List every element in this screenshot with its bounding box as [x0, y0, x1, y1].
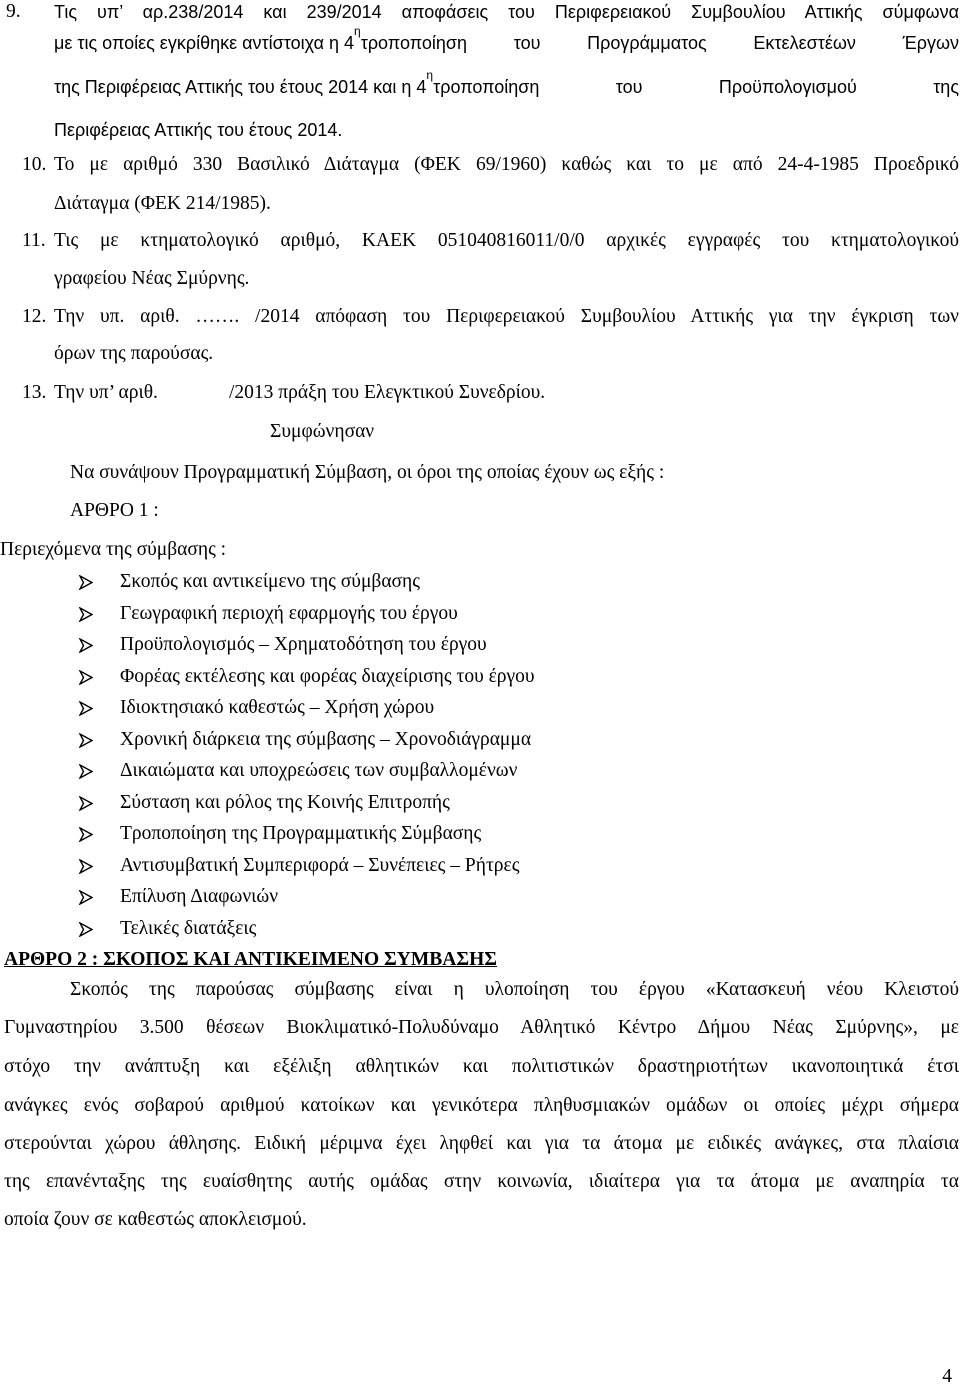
arrow-bullet-icon: [79, 796, 93, 811]
item-text-line: /2013 πράξη του Ελεγκτικού Συνεδρίου.: [229, 382, 546, 403]
arrow-bullet-icon: [79, 670, 93, 685]
contents-title: Περιεχόμενα της σύμβασης :: [0, 539, 227, 560]
arrow-bullet-icon: [79, 890, 93, 905]
arrow-bullet-icon: [79, 733, 93, 748]
item-text-line: [54, 24, 959, 55]
item-text-line: Τις με κτηματολογικό αριθμό, ΚΑΕΚ 051040816011/0/0 αρχικές εγγραφές του κτηματολογικού: [54, 230, 959, 251]
article-2-line: οποία ζουν σε καθεστώς αποκλεισμού.: [4, 1209, 307, 1230]
item-text-line: Τις υπ’ αρ.238/2014 και 239/2014 αποφάσεις του Περιφερειακού Συμβουλίου Αττικής σύμφωνα: [54, 2, 959, 22]
arrow-bullet-icon: [79, 764, 93, 779]
article-2-line: ανάγκες ενός σοβαρού αριθμού κατοίκων και γενικότερα πληθυσμιακών ομάδων οι οποίες μέχρι σήμερα: [4, 1095, 959, 1116]
item-text-segment: της Περιφέρειας Αττικής του έτους 2014 και η 4: [54, 77, 427, 97]
arrow-bullet-icon: [79, 607, 93, 622]
page-number: 4: [942, 1366, 952, 1387]
agreed-heading: Συμφώνησαν: [270, 421, 375, 442]
article-2-line: Σκοπός της παρούσας σύμβασης είναι η υλοποίηση του έργου «Κατασκευή νέου Κλειστού: [70, 979, 959, 1000]
item-text-line: όρων της παρούσας.: [54, 343, 214, 364]
contents-item: Τελικές διατάξεις: [120, 918, 257, 939]
contents-item: Γεωγραφική περιοχή εφαρμογής του έργου: [120, 603, 458, 624]
contents-item: Φορέας εκτέλεσης και φορέας διαχείρισης του έργου: [120, 666, 535, 687]
contents-item: Σύσταση και ρόλος της Κοινής Επιτροπής: [120, 792, 450, 813]
item-text-line: Την υπ’ αριθ.: [54, 382, 158, 403]
item-text-line: [54, 68, 959, 99]
item-number: 9.: [6, 1, 21, 22]
item-text-line: γραφείου Νέας Σμύρνης.: [54, 268, 250, 289]
article-1-heading: ΑΡΘΡΟ 1 :: [70, 500, 159, 521]
contents-item: Σκοπός και αντικείμενο της σύμβασης: [120, 571, 420, 592]
arrow-bullet-icon: [79, 701, 93, 716]
contents-item: Προϋπολογισμός – Χρηματοδότηση του έργου: [120, 634, 487, 655]
contents-item: Χρονική διάρκεια της σύμβασης – Χρονοδιάγραμμα: [120, 729, 532, 750]
arrow-bullet-icon: [79, 859, 93, 874]
item-number: 11.: [22, 230, 46, 251]
arrow-bullet-icon: [79, 922, 93, 937]
item-text-line: Διάταγμα (ΦΕΚ 214/1985).: [54, 193, 271, 214]
arrow-bullet-icon: [79, 575, 93, 590]
superscript-eta: η: [354, 24, 361, 38]
article-2-line: στόχο την ανάπτυξη και εξέλιξη αθλητικών και πολιτιστικών δραστηριοτήτων ικανοποιητικά έτσι: [4, 1056, 959, 1077]
item-text-line: Την υπ. αριθ. ……. /2014 απόφαση του Περιφερειακού Συμβουλίου Αττικής για την έγκριση των: [54, 306, 959, 327]
article-2-line: στερούνται χώρου άθλησης. Ειδική μέριμνα έχει ληφθεί και για τα άτομα με ειδικές ανάγκες, στα πλαίσια: [4, 1133, 959, 1154]
item-text-line: Το με αριθμό 330 Βασιλικό Διάταγμα (ΦΕΚ 69/1960) καθώς και το με από 24-4-1985 Προεδρικό: [54, 154, 959, 175]
article-2-line: της επανένταξης της ευαίσθητης αυτής ομάδας στην κοινωνία, ιδιαίτερα για τα άτομα με αναπηρία τα: [4, 1171, 959, 1192]
item-text-line: Περιφέρειας Αττικής του έτους 2014.: [54, 120, 343, 140]
superscript-eta: η: [426, 68, 434, 82]
contents-item: Αντισυμβατική Συμπεριφορά – Συνέπειες – Ρήτρες: [120, 855, 520, 876]
item-text-segment: με τις οποίες εγκρίθηκε αντίστοιχα η 4: [54, 33, 355, 53]
article-2-line: Γυμναστηρίου 3.500 θέσεων Βιοκλιματικό-Πολυδύναμο Αθλητικό Κέντρο Δήμου Νέας Σμύρνης», με: [4, 1017, 959, 1038]
contents-item: Τροποποίηση της Προγραμματικής Σύμβασης: [120, 823, 482, 844]
item-text-segment: τροποποίηση του Προγράμματος Εκτελεστέων Έργων: [360, 33, 959, 53]
article-2-heading: ΑΡΘΡΟ 2 : ΣΚΟΠΟΣ ΚΑΙ ΑΝΤΙΚΕΙΜΕΝΟ ΣΥΜΒΑΣΗΣ: [4, 949, 498, 970]
contents-item: Δικαιώματα και υποχρεώσεις των συμβαλλομένων: [120, 760, 518, 781]
item-number: 13.: [22, 382, 47, 403]
contents-item: Επίλυση Διαφωνιών: [120, 886, 279, 907]
arrow-bullet-icon: [79, 827, 93, 842]
item-number: 12.: [22, 306, 47, 327]
item-text-segment: τροποποίηση του Προϋπολογισμού της: [433, 77, 959, 97]
arrow-bullet-icon: [79, 638, 93, 653]
contents-item: Ιδιοκτησιακό καθεστώς – Χρήση χώρου: [120, 697, 435, 718]
item-number: 10.: [22, 154, 47, 175]
intro-text: Να συνάψουν Προγραμματική Σύμβαση, οι όροι της οποίας έχουν ως εξής :: [70, 462, 665, 483]
